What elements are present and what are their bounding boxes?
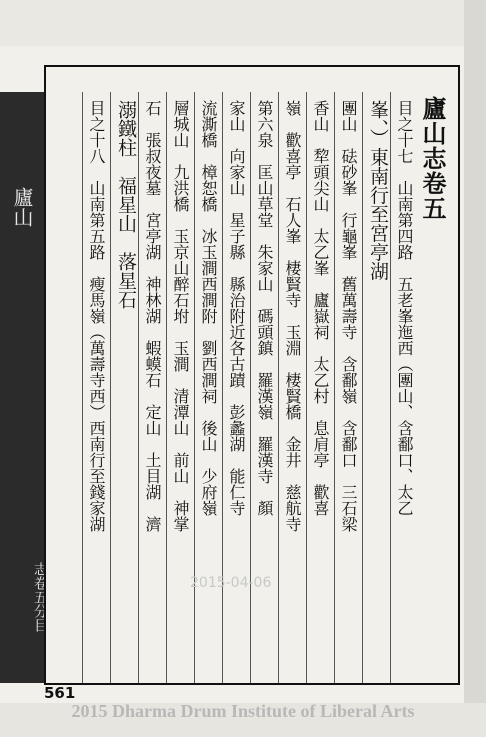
page-top-margin: [0, 0, 486, 46]
text-column: 峯、）東南行至宮亭湖: [367, 100, 389, 281]
column-rule: [278, 92, 279, 683]
column-rule: [222, 92, 223, 683]
text-column: 家山 向家山 星子縣 縣治附近各古蹟 彭蠡湖 能仁寺: [227, 100, 246, 516]
date-watermark: 2015-04-06: [190, 575, 272, 591]
text-column: 第六泉 匡山草堂 朱家山 碼頭鎮 羅漢嶺 羅漢寺 顏: [255, 100, 274, 516]
column-rule: [250, 92, 251, 683]
column-rule: [82, 92, 83, 683]
column-rule: [138, 92, 139, 683]
text-column: 流澌橋 樟恕橋 冰玉澗西澗附 劉西澗祠 後山 少府嶺: [199, 100, 218, 516]
column-rule: [166, 92, 167, 683]
column-rule: [110, 92, 111, 683]
column-rule: [334, 92, 335, 683]
page-title: 廬山志卷五: [418, 96, 447, 221]
column-rule: [390, 92, 391, 683]
column-rule: [362, 92, 363, 683]
footer-watermark: 2015 Dharma Drum Institute of Liberal Arts: [71, 701, 415, 721]
text-column: 香山 犂頭尖山 太乙峯 廬嶽祠 太乙村 息肩亭 歡喜: [311, 100, 330, 516]
text-column: 層城山 九洪橋 玉京山醉石坿 玉澗 清潭山 前山 神掌: [171, 100, 190, 532]
text-column: 石 張叔夜墓 宮亭湖 神林湖 蝦蟆石 定山 土目湖 濟: [143, 100, 162, 532]
spine-title: 廬山: [10, 187, 34, 227]
text-column: 團山 砝砂峯 行龜峯 舊萬壽寺 含鄱嶺 含鄱口 三石梁: [339, 100, 358, 532]
spine-subtitle: 志卷五分目: [32, 562, 48, 632]
column-rule: [306, 92, 307, 683]
text-column: 目之十七 山南第四路 五老峯迤西（團山、含鄱口、太乙: [395, 100, 414, 516]
text-column: 目之十八 山南第五路 瘦馬嶺（萬壽寺西）西南行至錢家湖: [87, 100, 106, 532]
page-number: 561: [44, 684, 76, 702]
page-right-edge: [464, 0, 486, 737]
text-column: 嶺 歡喜亭 石人峯 棲賢寺 玉淵 棲賢橋 金井 慈航寺: [283, 100, 302, 532]
text-column: 溺鐵柱 福星山 落星石: [115, 100, 137, 309]
book-spine: [0, 92, 48, 683]
column-rule: [194, 92, 195, 683]
